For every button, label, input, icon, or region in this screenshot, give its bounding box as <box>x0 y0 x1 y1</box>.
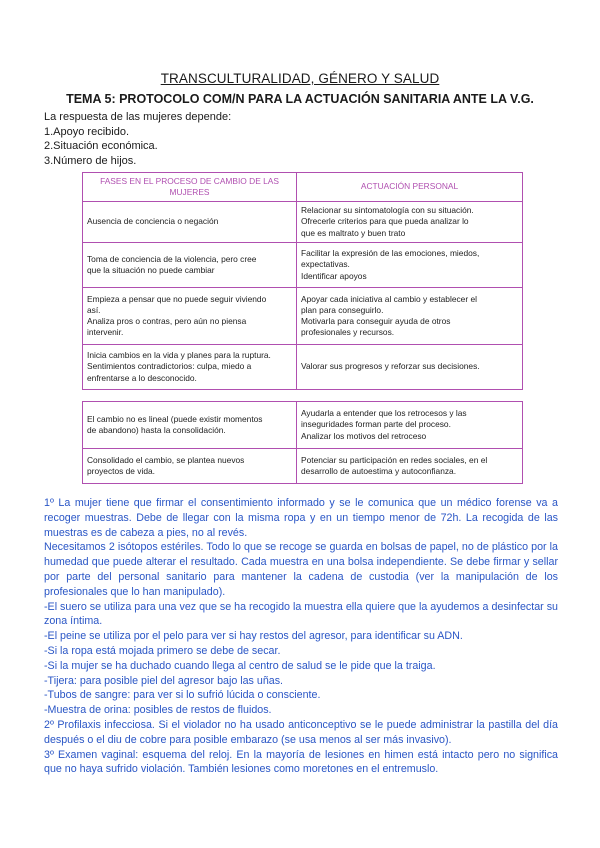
paragraph: -Si la ropa está mojada primero se debe de secar. <box>44 644 281 657</box>
paragraph: -Muestra de orina: posibles de restos de fluidos. <box>44 704 272 717</box>
cell-line: Consolidado el cambio, se plantea nuevos <box>87 454 245 465</box>
cell-line: plan para conseguirlo. <box>301 304 384 315</box>
cell-line: Toma de conciencia de la violencia, pero cree <box>87 253 257 264</box>
cell-line: Valorar sus progresos y reforzar sus decisiones. <box>301 361 480 372</box>
intro-list <box>44 110 231 168</box>
paragraph: 1º La mujer tiene que firmar el consentimiento informado y se le comunica que un médico forense va a recoger muestras. Debe de llegar con la misma ropa y en un tiempo menor de 72h. La recogida de las muestras es de cabeza a pies, no al revés. <box>44 497 558 539</box>
paragraph: -Si la mujer se ha duchado cuando llega al centro de salud se le pide que la traiga. <box>44 659 436 672</box>
action-cell <box>297 202 523 243</box>
body-text <box>44 496 558 777</box>
phase-cell <box>83 202 297 243</box>
cell-line: Inicia cambios en la vida y planes para la ruptura. <box>87 350 271 361</box>
cell-line: Empieza a pensar que no puede seguir viviendo <box>87 293 267 304</box>
header-line: FASES EN EL PROCESO DE CAMBIO DE LAS <box>100 175 279 186</box>
table-row <box>83 402 523 449</box>
cell-line: que es maltrato y buen trato <box>301 227 406 238</box>
cell-line: Potenciar su participación en redes sociales, en el <box>301 454 488 465</box>
cell-line: Relacionar su sintomatología con su situación. <box>301 205 474 216</box>
cell-line: Sentimientos contradictorios: culpa, miedo a <box>87 361 252 372</box>
phase-cell <box>83 345 297 390</box>
action-cell <box>297 402 523 449</box>
intro-line: 3.Número de hijos. <box>44 154 137 167</box>
cell-line: Ayudarla a entender que los retrocesos y las <box>301 408 467 419</box>
table-row <box>83 243 523 288</box>
cell-line: intervenir. <box>87 327 124 338</box>
phase-cell <box>83 402 297 449</box>
action-cell <box>297 345 523 390</box>
paragraph: 3º Examen vaginal: esquema del reloj. En la mayoría de lesiones en himen está intacto pero no significa que no haya sufrido violación. También lesiones como moretones en el entremuslo. <box>44 748 558 776</box>
cell-line: Apoyar cada iniciativa al cambio y establecer el <box>301 293 477 304</box>
paragraph: -Tubos de sangre: para ver si lo sufrió lúcida o consciente. <box>44 689 321 702</box>
table-row <box>83 345 523 390</box>
cell-line: que la situación no puede cambiar <box>87 265 215 275</box>
cell-line: profesionales y recursos. <box>301 327 395 338</box>
cell-line: desarrollo de autoestima y autoconfianza. <box>301 466 457 476</box>
paragraph: 2º Profilaxis infecciosa. Si el violador no ha usado anticonceptivo se le puede administrar la pastilla del día después o el diu de cobre para posible embarazo (se usa menos al ser más invasivo). <box>44 718 558 746</box>
cell-line: Ofrecerle criterios para que pueda analizar lo <box>301 216 469 227</box>
cell-line: expectativas. <box>301 259 350 270</box>
intro-line: La respuesta de las mujeres depende: <box>44 111 232 123</box>
cell-line: Ausencia de conciencia o negación <box>87 216 219 227</box>
cell-line: inseguridades forman parte del proceso. <box>301 419 451 430</box>
intro-line: 1.Apoyo recibido. <box>44 125 129 138</box>
header-line: MUJERES <box>169 187 210 197</box>
paragraph: -El suero se utiliza para una vez que se ha recogido la muestra ella quiere que la ayudemos a desinfectar su zona íntima. <box>44 600 558 628</box>
cell-line: Facilitar la expresión de las emociones, miedos, <box>301 248 480 259</box>
cell-line: Identificar apoyos <box>301 270 367 281</box>
cell-line: Motivarla para conseguir ayuda de otros <box>301 316 451 326</box>
cell-line: proyectos de vida. <box>87 466 155 476</box>
actions-header <box>297 173 523 202</box>
table-row <box>83 202 523 243</box>
paragraph: Necesitamos 2 isótopos estériles. Todo lo que se recoge se guarda en bolsas de papel, no de plástico por la humedad que puede alterar el resultado. Cada muestra en una bolsa independiente. Se debe firmar y sellar por parte del personal sanitario para mantener la cadena de custodia (ver la manipulación de los profesionales que lo han manipulado). <box>44 541 558 598</box>
action-cell <box>297 288 523 345</box>
cell-line: Analiza pros o contras, pero aún no piensa <box>87 316 247 326</box>
action-cell <box>297 449 523 484</box>
paragraph: -Tijera: para posible piel del agresor bajo las uñas. <box>44 674 284 687</box>
phases-table-continued <box>82 401 523 484</box>
phases-table <box>82 172 523 390</box>
cell-line: Analizar los motivos del retroceso <box>301 430 427 441</box>
phase-cell <box>83 243 297 288</box>
phase-cell <box>83 288 297 345</box>
intro-line: 2.Situación económica. <box>44 140 158 152</box>
action-cell <box>297 243 523 288</box>
cell-line: de abandono) hasta la consolidación. <box>87 425 226 435</box>
document-subtitle: TEMA 5: PROTOCOLO COM/N PARA LA ACTUACIÓN SANITARIA ANTE LA V.G. <box>66 92 534 106</box>
table-row <box>83 288 523 345</box>
phase-cell <box>83 449 297 484</box>
cell-line: así. <box>87 304 101 315</box>
cell-line: enfrentarse a lo desconocido. <box>87 372 197 383</box>
table-row <box>83 449 523 484</box>
paragraph: -El peine se utiliza por el pelo para ver si hay restos del agresor, para identificar su ADN. <box>44 630 463 643</box>
phases-header <box>83 173 297 202</box>
document-title: TRANSCULTURALIDAD, GÉNERO Y SALUD <box>160 71 440 86</box>
table-header-row <box>83 173 523 202</box>
cell-line: El cambio no es lineal (puede existir momentos <box>87 413 263 424</box>
header-line: ACTUACIÓN PERSONAL <box>360 181 459 192</box>
